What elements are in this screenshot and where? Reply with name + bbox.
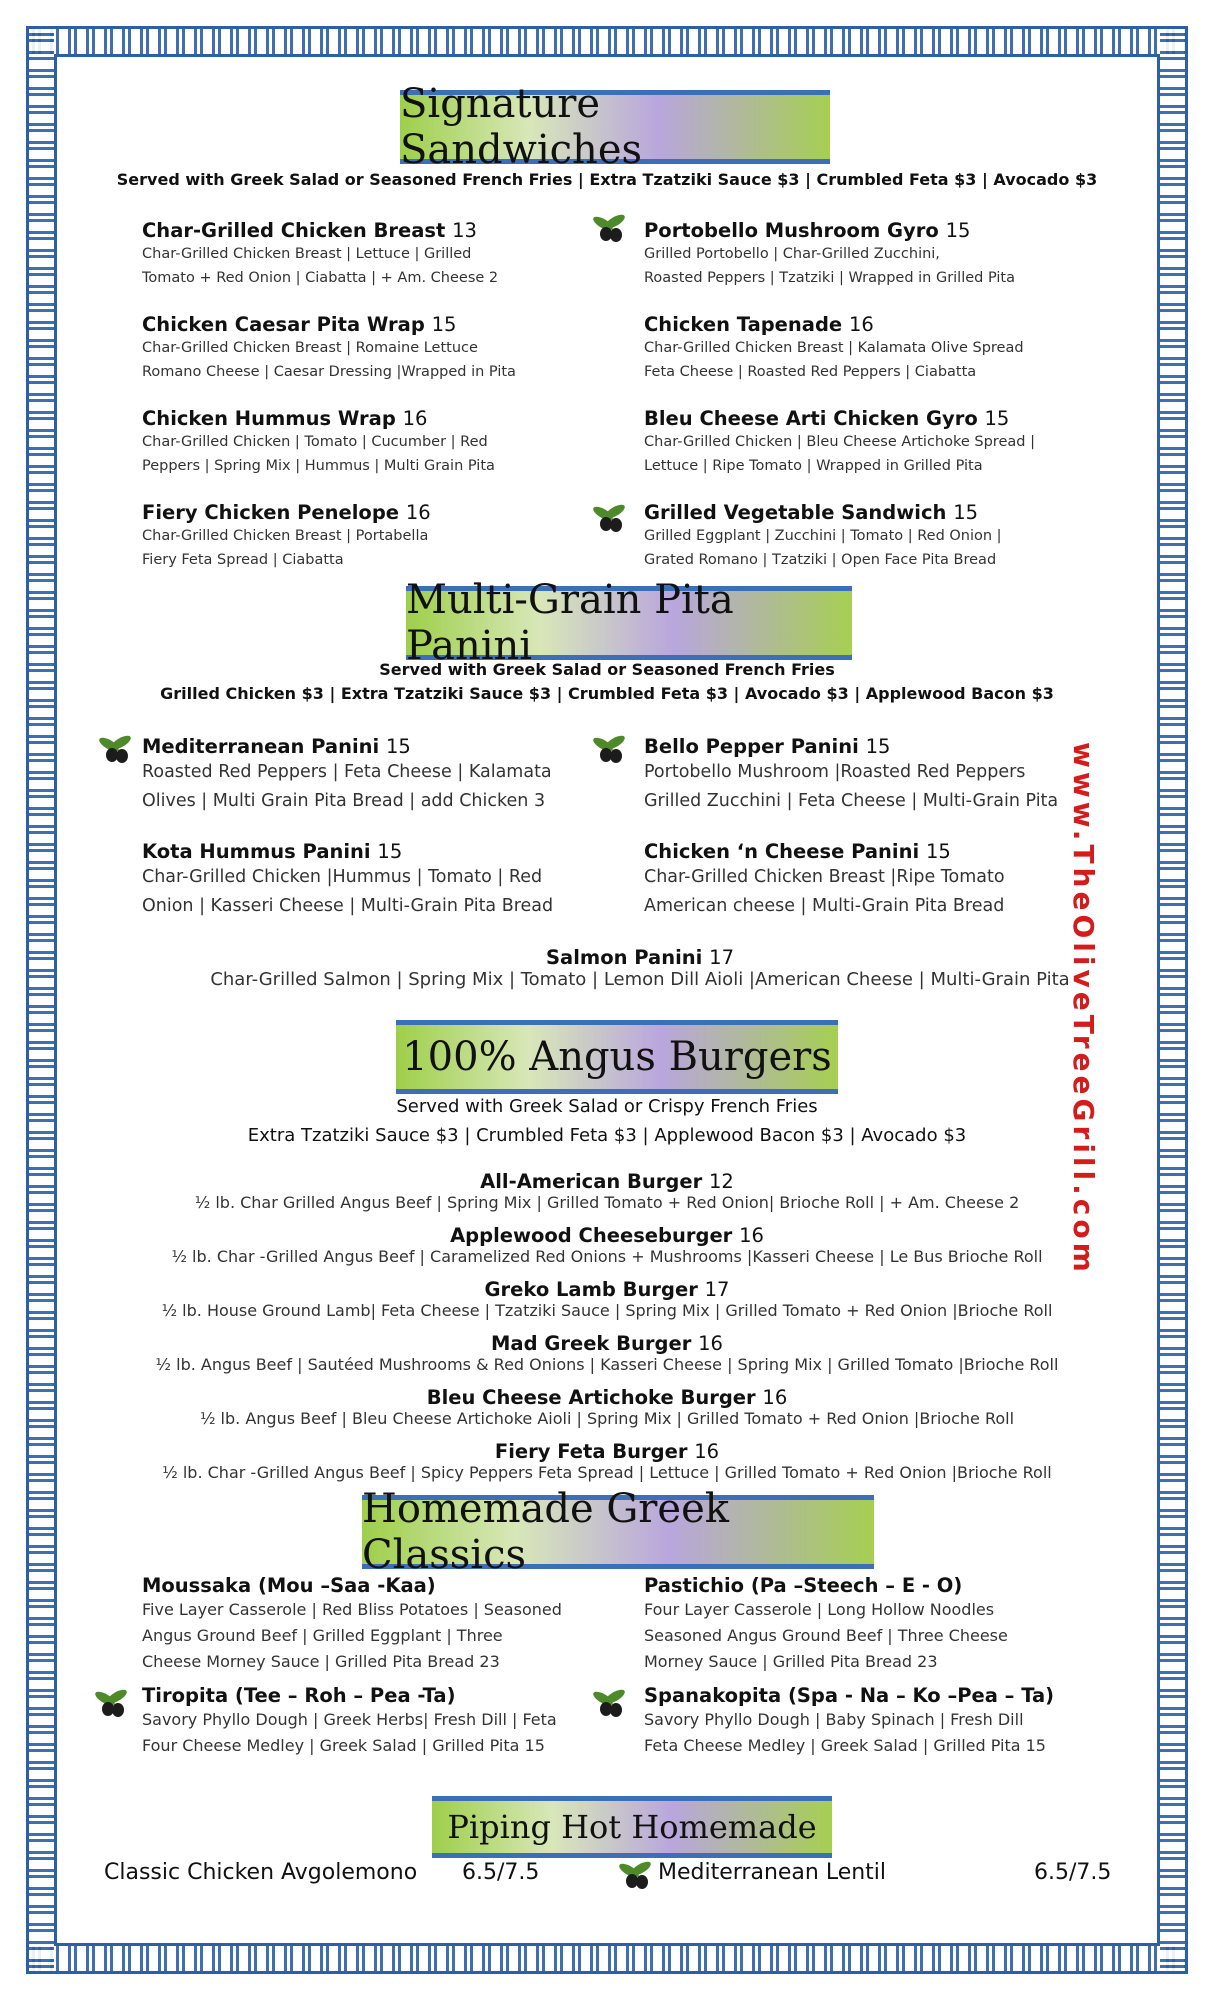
olive-icon [616, 1862, 656, 1890]
signature-note: Served with Greek Salad or Seasoned French Fries | Extra Tzatziki Sauce $3 | Crumbled Feta $3 | Avocado $3 [116, 170, 1098, 189]
greek-key-border-bottom [29, 1946, 1185, 1971]
menu-item: Chicken Hummus Wrap 16 Char-Grilled Chicken | Tomato | Cucumber | Red Peppers | Spring Mix | Hummus | Multi Grain Pita [142, 407, 495, 474]
menu-item: Grilled Vegetable Sandwich 15 Grilled Eggplant | Zucchini | Tomato | Red Onion | Grated Romano | Tzatziki | Open Face Pita Bread [644, 501, 1002, 568]
menu-item: Chicken Tapenade 16 Char-Grilled Chicken Breast | Kalamata Olive Spread Feta Cheese | Roasted Red Peppers | Ciabatta [644, 313, 1024, 380]
menu-item: Chicken ‘n Cheese Panini 15 Char-Grilled Chicken Breast |Ripe Tomato American cheese | Multi-Grain Pita Bread [644, 840, 1005, 916]
menu-item: Tiropita (Tee – Roh – Pea -Ta) Savory Phyllo Dough | Greek Herbs| Fresh Dill | Feta Four Cheese Medley | Greek Salad | Grilled Pita 15 [142, 1684, 557, 1755]
signature-banner: Signature Sandwiches [400, 90, 830, 164]
burgers-banner: 100% Angus Burgers [396, 1020, 838, 1094]
menu-item: Fiery Chicken Penelope 16 Char-Grilled Chicken Breast | Portabella Fiery Feta Spread | Ciabatta [142, 501, 431, 568]
menu-item: Fiery Feta Burger 16 ½ lb. Char -Grilled Angus Beef | Spicy Peppers Feta Spread | Lettuce | Grilled Tomato + Red Onion |Brioche Roll [162, 1440, 1052, 1482]
menu-item: Bleu Cheese Artichoke Burger 16 ½ lb. Angus Beef | Bleu Cheese Artichoke Aioli | Spring Mix | Grilled Tomato + Red Onion |Brioche Roll [199, 1386, 1015, 1428]
soup-1-price: 6.5/7.5 [462, 1860, 540, 1885]
menu-item: Mediterranean Panini 15 Roasted Red Peppers | Feta Cheese | Kalamata Olives | Multi Grain Pita Bread | add Chicken 3 [142, 735, 552, 811]
greek-key-border-left [29, 29, 54, 1971]
olive-icon [590, 736, 630, 764]
olive-icon [590, 215, 630, 243]
olive-icon [590, 505, 630, 533]
olive-icon [92, 1690, 132, 1718]
menu-item: Bello Pepper Panini 15 Portobello Mushroom |Roasted Red Peppers Grilled Zucchini | Feta Cheese | Multi-Grain Pita [644, 735, 1059, 811]
menu-item: Moussaka (Mou –Saa -Kaa) Five Layer Casserole | Red Bliss Potatoes | Seasoned Angus Ground Beef | Grilled Eggplant | Three Cheese Morney Sauce | Grilled Pita Bread 23 [142, 1574, 562, 1671]
menu-item: Kota Hummus Panini 15 Char-Grilled Chicken |Hummus | Tomato | Red Onion | Kasseri Cheese | Multi-Grain Pita Bread [142, 840, 554, 916]
greek-key-border-top [29, 29, 1185, 54]
website-url[interactable]: www.TheOliveTreeGrill.com [1067, 742, 1100, 1276]
menu-item: Portobello Mushroom Gyro 15 Grilled Portobello | Char-Grilled Zucchini, Roasted Peppers | Tzatziki | Wrapped in Grilled Pita [644, 219, 1016, 286]
soup-2-price: 6.5/7.5 [1034, 1860, 1112, 1885]
classics-banner: Homemade Greek Classics [362, 1495, 874, 1569]
olive-icon [96, 736, 136, 764]
soup-2-name: Mediterranean Lentil [658, 1860, 887, 1885]
menu-item: Applewood Cheeseburger 16 ½ lb. Char -Grilled Angus Beef | Caramelized Red Onions + Mushrooms |Kasseri Cheese | Le Bus Brioche Roll [171, 1224, 1043, 1266]
soup-1-name: Classic Chicken Avgolemono [104, 1860, 418, 1885]
burgers-note-1: Served with Greek Salad or Crispy French Fries [396, 1096, 818, 1117]
olive-icon [590, 1690, 630, 1718]
menu-item: Char-Grilled Chicken Breast 13 Char-Grilled Chicken Breast | Lettuce | Grilled Tomato + Red Onion | Ciabatta | + Am. Cheese 2 [142, 219, 499, 286]
panini-note-2: Grilled Chicken $3 | Extra Tzatziki Sauce $3 | Crumbled Feta $3 | Avocado $3 | Applewood Bacon $3 [160, 684, 1054, 703]
menu-item: Pastichio (Pa –Steech – E - O) Four Layer Casserole | Long Hollow Noodles Seasoned Angus Ground Beef | Three Cheese Morney Sauce | Grilled Pita Bread 23 [644, 1574, 1008, 1671]
menu-item: Spanakopita (Spa - Na – Ko –Pea – Ta) Savory Phyllo Dough | Baby Spinach | Fresh Dill Feta Cheese Medley | Greek Salad | Grilled Pita 15 [644, 1684, 1055, 1755]
panini-banner: Multi-Grain Pita Panini [406, 586, 852, 660]
panini-note-1: Served with Greek Salad or Seasoned French Fries [379, 660, 835, 679]
menu-item: Mad Greek Burger 16 ½ lb. Angus Beef | Sautéed Mushrooms & Red Onions | Kasseri Cheese | Spring Mix | Grilled Tomato |Brioche Roll [155, 1332, 1059, 1374]
menu-item: Chicken Caesar Pita Wrap 15 Char-Grilled Chicken Breast | Romaine Lettuce Romano Cheese | Caesar Dressing |Wrapped in Pita [142, 313, 516, 380]
menu-item-salmon: Salmon Panini 17 Char-Grilled Salmon | Spring Mix | Tomato | Lemon Dill Aioli |American Cheese | Multi-Grain Pita [210, 946, 1070, 990]
menu-item: Greko Lamb Burger 17 ½ lb. House Ground Lamb| Feta Cheese | Tzatziki Sauce | Spring Mix | Grilled Tomato + Red Onion |Brioche Roll [161, 1278, 1053, 1320]
menu-item: All-American Burger 12 ½ lb. Char Grilled Angus Beef | Spring Mix | Grilled Tomato + Red Onion| Brioche Roll | + Am. Cheese 2 [194, 1170, 1020, 1212]
greek-key-border-right [1160, 29, 1185, 1971]
menu-item: Bleu Cheese Arti Chicken Gyro 15 Char-Grilled Chicken | Bleu Cheese Artichoke Spread | Lettuce | Ripe Tomato | Wrapped in Grilled Pita [644, 407, 1035, 474]
soups-banner: Piping Hot Homemade [432, 1796, 832, 1858]
burgers-note-2: Extra Tzatziki Sauce $3 | Crumbled Feta $3 | Applewood Bacon $3 | Avocado $3 [247, 1125, 967, 1146]
